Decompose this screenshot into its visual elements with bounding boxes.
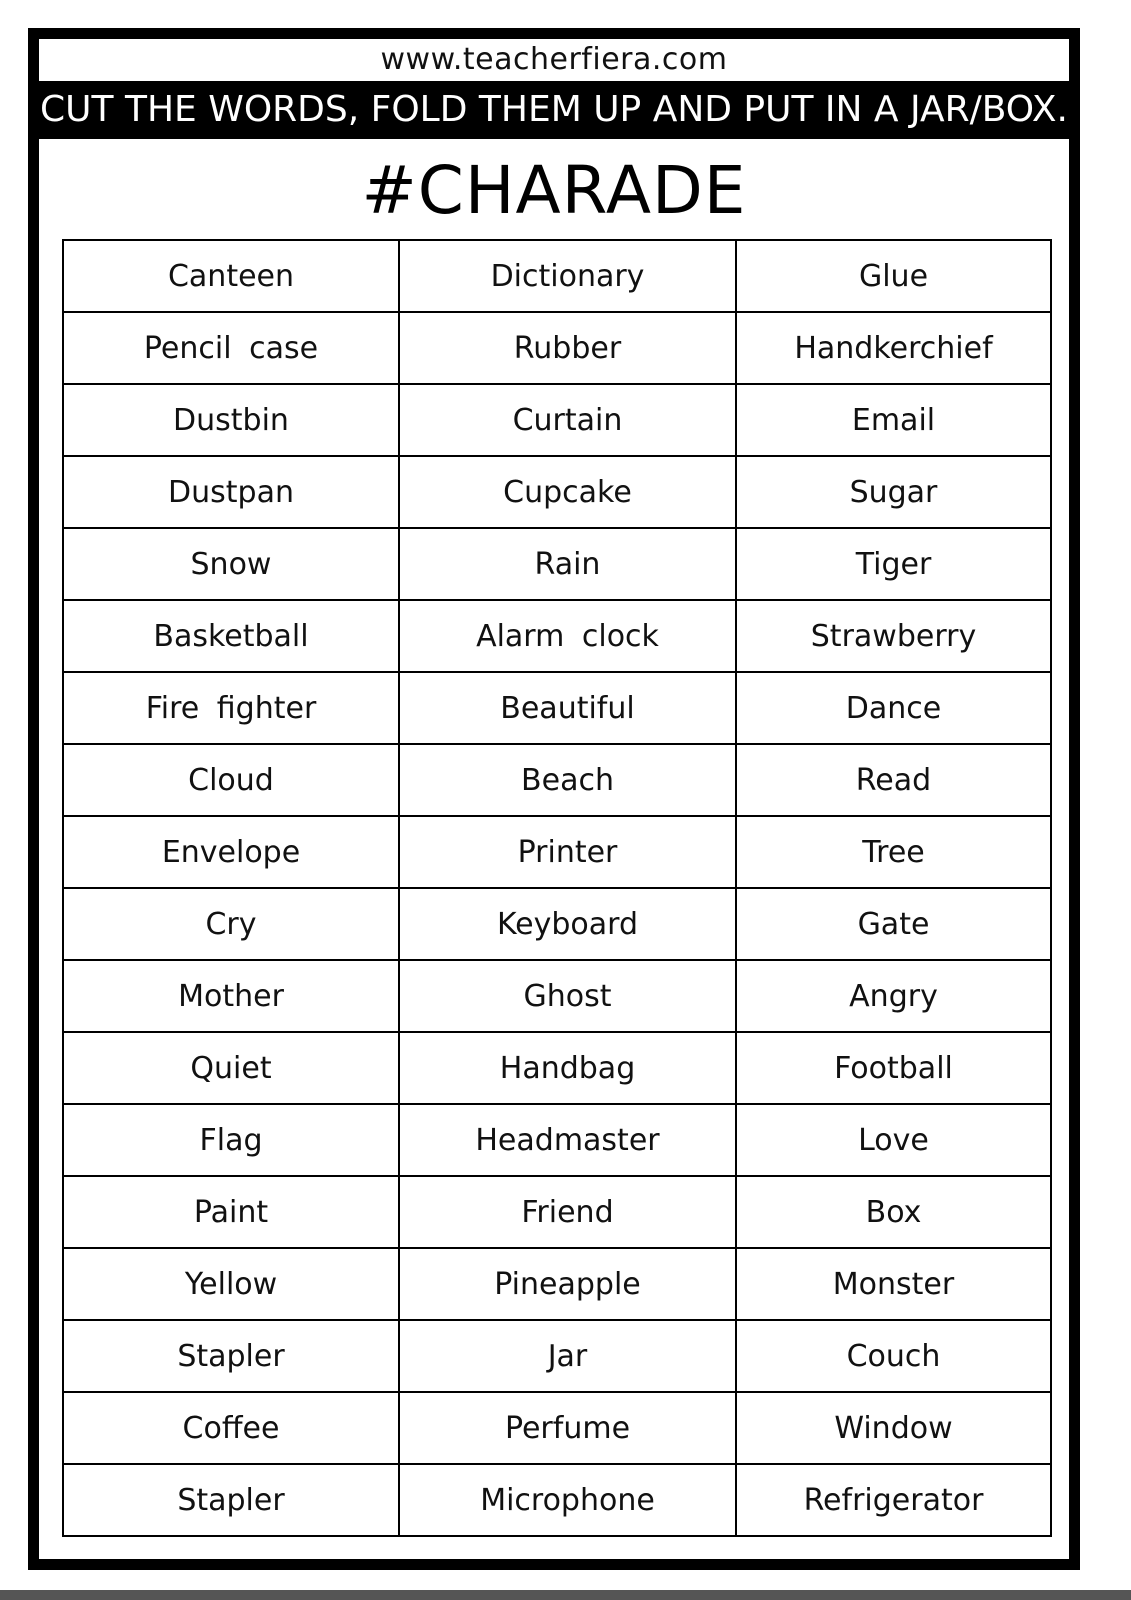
table-row xyxy=(63,384,1051,456)
word-cell: Curtain xyxy=(399,384,736,456)
table-row xyxy=(63,672,1051,744)
table-row xyxy=(63,1464,1051,1536)
table-row xyxy=(63,600,1051,672)
word-cell: Ghost xyxy=(399,960,736,1032)
word-cell: Beach xyxy=(399,744,736,816)
word-cell: Read xyxy=(736,744,1051,816)
word-cell: Dustbin xyxy=(63,384,399,456)
word-cell: Dictionary xyxy=(399,240,736,312)
table-row xyxy=(63,1032,1051,1104)
word-cell: Stapler xyxy=(63,1320,399,1392)
word-cell: Friend xyxy=(399,1176,736,1248)
table-row xyxy=(63,744,1051,816)
word-cell: Monster xyxy=(736,1248,1051,1320)
worksheet-frame xyxy=(28,28,1080,1570)
table-row xyxy=(63,1392,1051,1464)
word-cell: Keyboard xyxy=(399,888,736,960)
word-cell: Dustpan xyxy=(63,456,399,528)
word-cell: Football xyxy=(736,1032,1051,1104)
word-cell: Glue xyxy=(736,240,1051,312)
word-cell: Refrigerator xyxy=(736,1464,1051,1536)
table-row xyxy=(63,816,1051,888)
word-cell: Tiger xyxy=(736,528,1051,600)
word-cell: Headmaster xyxy=(399,1104,736,1176)
word-cell: Canteen xyxy=(63,240,399,312)
page-title: #CHARADE xyxy=(361,152,747,229)
word-cell: Sugar xyxy=(736,456,1051,528)
word-cell: Printer xyxy=(399,816,736,888)
word-cell: Yellow xyxy=(63,1248,399,1320)
word-cell: Cry xyxy=(63,888,399,960)
word-cell: Window xyxy=(736,1392,1051,1464)
word-cell: Pineapple xyxy=(399,1248,736,1320)
word-cell: Perfume xyxy=(399,1392,736,1464)
charade-word-table xyxy=(62,239,1052,1537)
table-row xyxy=(63,240,1051,312)
word-cell: Dance xyxy=(736,672,1051,744)
word-cell: Cloud xyxy=(63,744,399,816)
word-cell: Rain xyxy=(399,528,736,600)
table-row xyxy=(63,312,1051,384)
word-cell: Strawberry xyxy=(736,600,1051,672)
word-cell: Microphone xyxy=(399,1464,736,1536)
bottom-edge-strip xyxy=(0,1590,1131,1600)
word-cell: Beautiful xyxy=(399,672,736,744)
instruction-banner: CUT THE WORDS, FOLD THEM UP AND PUT IN A JAR/BOX. xyxy=(39,81,1069,139)
table-row xyxy=(63,456,1051,528)
word-cell: Envelope xyxy=(63,816,399,888)
table-row xyxy=(63,1104,1051,1176)
table-row xyxy=(63,1248,1051,1320)
word-cell: Couch xyxy=(736,1320,1051,1392)
website-url: www.teacherfiera.com xyxy=(380,42,728,77)
word-cell: Snow xyxy=(63,528,399,600)
word-cell: Coffee xyxy=(63,1392,399,1464)
word-cell: Fire fighter xyxy=(63,672,399,744)
table-row xyxy=(63,528,1051,600)
table-row xyxy=(63,1176,1051,1248)
table-row xyxy=(63,960,1051,1032)
word-cell: Email xyxy=(736,384,1051,456)
word-cell: Quiet xyxy=(63,1032,399,1104)
word-cell: Box xyxy=(736,1176,1051,1248)
word-cell: Mother xyxy=(63,960,399,1032)
table-row xyxy=(63,1320,1051,1392)
word-cell: Love xyxy=(736,1104,1051,1176)
word-cell: Cupcake xyxy=(399,456,736,528)
word-cell: Pencil case xyxy=(63,312,399,384)
word-cell: Gate xyxy=(736,888,1051,960)
word-cell: Handbag xyxy=(399,1032,736,1104)
word-cell: Angry xyxy=(736,960,1051,1032)
word-cell: Rubber xyxy=(399,312,736,384)
word-cell: Stapler xyxy=(63,1464,399,1536)
word-cell: Jar xyxy=(399,1320,736,1392)
word-cell: Alarm clock xyxy=(399,600,736,672)
word-cell: Paint xyxy=(63,1176,399,1248)
word-cell: Tree xyxy=(736,816,1051,888)
table-row xyxy=(63,888,1051,960)
word-cell: Handkerchief xyxy=(736,312,1051,384)
word-cell: Flag xyxy=(63,1104,399,1176)
word-cell: Basketball xyxy=(63,600,399,672)
